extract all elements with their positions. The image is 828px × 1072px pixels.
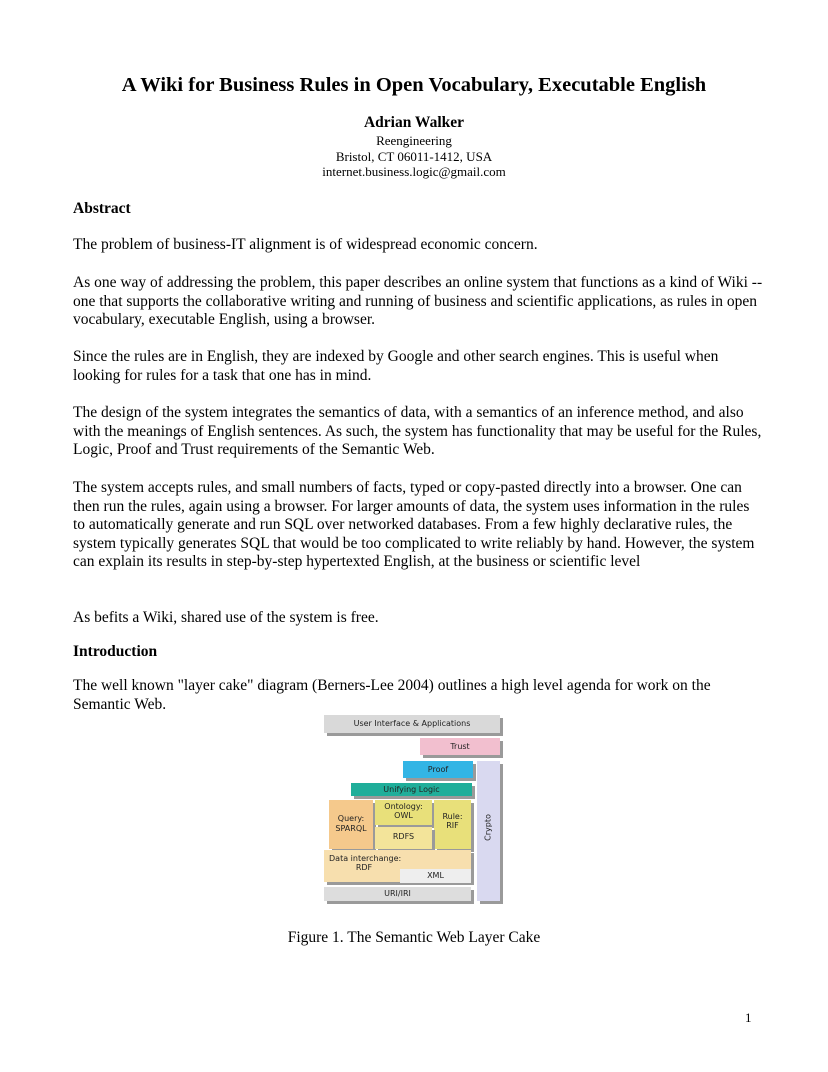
layer-ontology-label: OWL — [394, 811, 413, 820]
author-organization: Reengineering — [376, 133, 452, 148]
introduction-paragraph: The well known "layer cake" diagram (Berners-Lee 2004) outlines a high level agenda for work on the Semantic Web. — [73, 677, 711, 713]
layer-cake-diagram — [320, 713, 510, 908]
layer-query-label: Query: — [337, 814, 365, 823]
abstract-paragraph: As one way of addressing the problem, this paper describes an online system that functions as a kind of Wiki -- one that supports the collaborative writing and running of business and scientific applications, as rules in open vocabulary, executable English, using a browser. — [73, 274, 763, 329]
layer-crypto — [477, 761, 500, 901]
layer-rdfs — [375, 827, 432, 849]
layer-unifying-logic — [351, 783, 472, 796]
layer-trust-label: Trust — [450, 742, 470, 751]
layer-uri — [324, 887, 471, 901]
layer-ontology — [375, 800, 432, 825]
layer-trust — [420, 738, 500, 755]
layer-xml — [400, 869, 471, 883]
page-number: 1 — [745, 1010, 752, 1025]
abstract-paragraph: As befits a Wiki, shared use of the system is free. — [73, 609, 379, 626]
abstract-paragraph: Since the rules are in English, they are indexed by Google and other search engines. This is useful when looking for rules for a task that one has in mind. — [73, 348, 719, 384]
layer-ui-label: User Interface & Applications — [353, 719, 471, 728]
layer-ontology-label: Ontology: — [384, 802, 423, 811]
layer-proof — [403, 761, 473, 778]
abstract-heading: Abstract — [73, 200, 131, 217]
introduction-heading: Introduction — [73, 643, 158, 660]
paper-title: A Wiki for Business Rules in Open Vocabulary, Executable English — [121, 74, 707, 96]
abstract-paragraph: The design of the system integrates the semantics of data, with a semantics of an inference method, and also with the meanings of English sentences. As such, the system has functionality that may be useful for the Rules, Logic, Proof and Trust requirements of the Semantic Web. — [73, 404, 762, 459]
layer-xml-label: XML — [427, 871, 444, 880]
author-address: Bristol, CT 06011-1412, USA — [335, 149, 493, 164]
figure-caption: Figure 1. The Semantic Web Layer Cake — [287, 929, 541, 946]
layer-logic-label: Unifying Logic — [383, 785, 440, 794]
author-email: internet.business.logic@gmail.com — [322, 164, 506, 179]
layer-rule — [434, 800, 471, 849]
layer-interchange-label: RDF — [355, 863, 373, 872]
layer-interchange-label: Data interchange: — [329, 854, 402, 863]
layer-proof-label: Proof — [427, 765, 449, 774]
layer-rule-label: RIF — [446, 821, 459, 830]
layer-rule-label: Rule: — [442, 812, 463, 821]
layer-crypto-label: Crypto — [483, 814, 493, 841]
layer-query-label: SPARQL — [335, 824, 367, 833]
author-name: Adrian Walker — [363, 114, 465, 131]
layer-rdfs-label: RDFS — [392, 832, 415, 841]
layer-query — [329, 800, 373, 849]
layer-ui — [324, 715, 500, 733]
layer-uri-label: URI/IRI — [384, 889, 411, 898]
abstract-paragraph: The problem of business-IT alignment is of widespread economic concern. — [73, 236, 538, 253]
abstract-paragraph: The system accepts rules, and small numbers of facts, typed or copy-pasted directly into a browser. One can then run the rules, again using a browser. For larger amounts of data, the system uses information in the rules to automatically generate and run SQL over networked databases. From a few highly declarative rules, the system typically generates SQL that would be too complicated to write reliably by hand. However, the system can explain its results in step-by-step hypertexted English, at the business or scientific level — [73, 479, 755, 571]
